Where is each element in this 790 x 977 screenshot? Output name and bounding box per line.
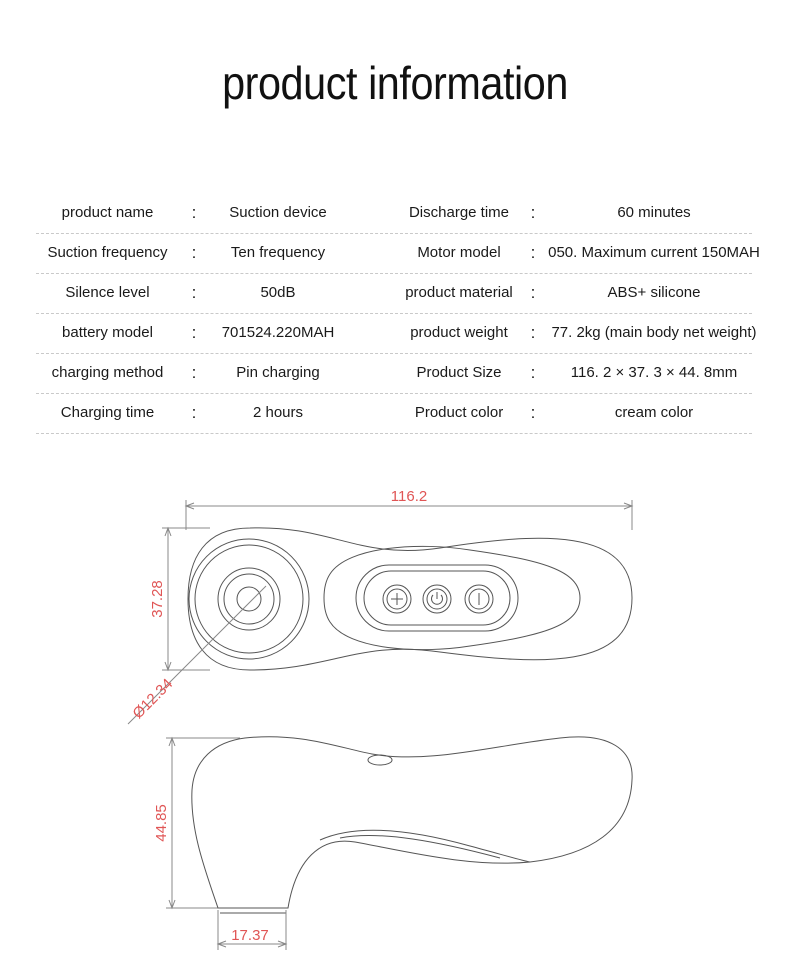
spec-label: Silence level: [65, 284, 150, 301]
spec-separator: :: [530, 403, 536, 422]
spec-label: charging method: [51, 364, 164, 381]
spec-value: 050. Maximum current 150MAH: [548, 244, 760, 261]
spec-value: 116. 2 × 37. 3 × 44. 8mm: [570, 364, 738, 381]
spec-separator: :: [530, 363, 536, 382]
plus-button-icon: [383, 585, 411, 613]
spec-label: product material: [405, 284, 513, 301]
top-view: [128, 488, 632, 724]
spec-label: battery model: [62, 324, 153, 341]
technical-drawing: [0, 470, 790, 970]
spec-value: Suction device: [229, 204, 327, 221]
spec-value: cream color: [614, 404, 694, 421]
spec-label: Charging time: [60, 404, 155, 421]
spec-label: product name: [61, 204, 154, 221]
height-dimension: 44.85: [153, 804, 170, 842]
base-dimension: 17.37: [231, 927, 269, 944]
spec-separator: :: [191, 363, 197, 382]
spec-separator: :: [191, 283, 197, 302]
spec-row: [36, 354, 752, 394]
spec-separator: :: [530, 323, 536, 342]
spec-row: [36, 394, 752, 434]
spec-label: Suction frequency: [47, 244, 168, 261]
spec-label: Product Size: [416, 364, 502, 381]
spec-value: 2 hours: [252, 404, 304, 421]
suction-head-ring: [195, 545, 303, 653]
spec-value: 60 minutes: [617, 204, 691, 221]
spec-separator: :: [530, 283, 536, 302]
spec-value: 50dB: [260, 284, 296, 301]
spec-separator: :: [530, 203, 536, 222]
spec-label: Discharge time: [408, 204, 510, 221]
side-view: [153, 737, 632, 950]
spec-label: Product color: [414, 404, 504, 421]
spec-row: [36, 314, 757, 354]
spec-separator: :: [530, 243, 536, 262]
body-outline: [188, 528, 632, 670]
minus-button-icon: [465, 585, 493, 613]
power-button-icon: [423, 585, 451, 613]
control-panel-outline: [324, 546, 580, 649]
spec-label: product weight: [410, 324, 508, 341]
spec-separator: :: [191, 403, 197, 422]
spec-value: 701524.220MAH: [221, 324, 335, 341]
spec-row: [36, 234, 760, 274]
width-dimension: 37.28: [149, 580, 166, 618]
spec-separator: :: [191, 323, 197, 342]
spec-table: [36, 194, 760, 434]
spec-value: Ten frequency: [230, 244, 326, 261]
spec-separator: :: [191, 243, 197, 262]
diameter-dimension: Ø12.34: [129, 675, 177, 723]
spec-row: [36, 194, 752, 234]
suction-head-outer: [189, 539, 309, 659]
suction-head-inner: [224, 574, 274, 624]
spec-value: ABS+ silicone: [607, 284, 701, 301]
length-dimension: 116.2: [390, 488, 428, 505]
spec-separator: :: [191, 203, 197, 222]
suction-opening: [237, 587, 261, 611]
spec-row: [36, 274, 752, 314]
suction-head-mid: [218, 568, 280, 630]
side-button-bump: [368, 755, 392, 765]
spec-value: 77. 2kg (main body net weight): [551, 324, 757, 341]
spec-value: Pin charging: [236, 364, 320, 381]
side-body-outline: [192, 737, 632, 908]
spec-label: Motor model: [417, 244, 501, 261]
page-title: product information: [222, 57, 568, 109]
